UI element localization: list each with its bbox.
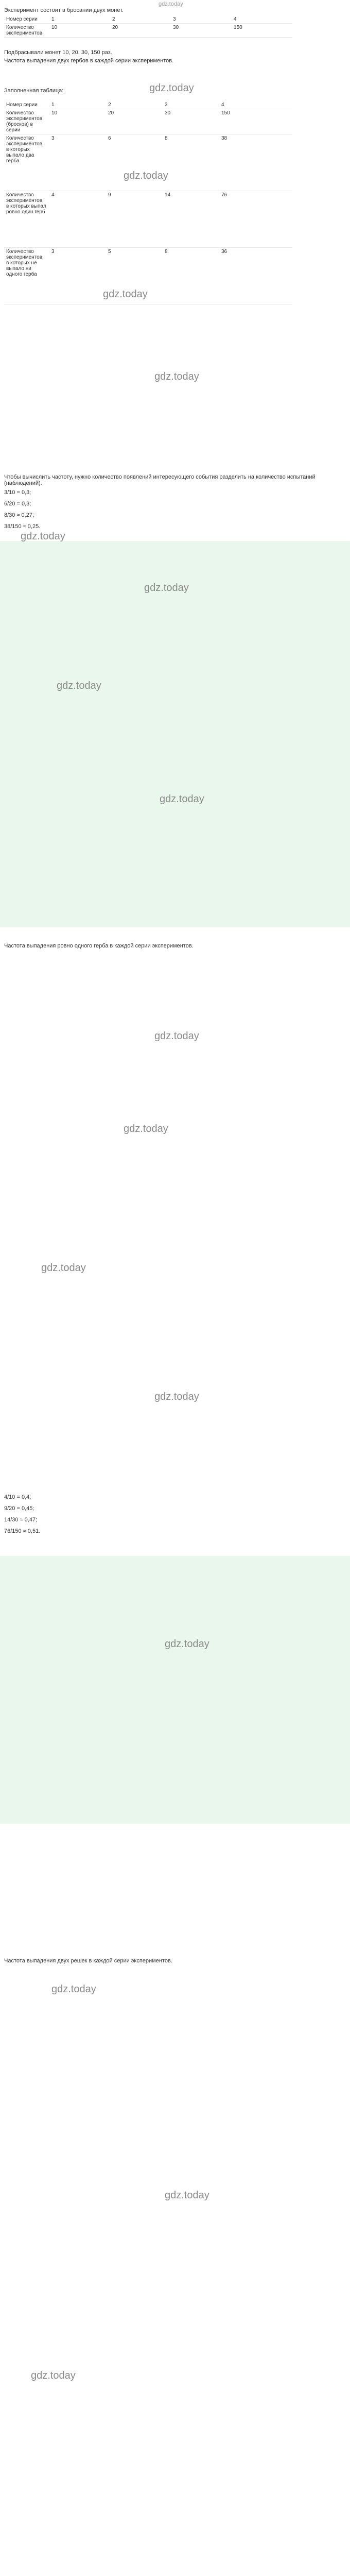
watermark-top: gdz.today — [159, 1, 183, 7]
table-cell: Количество экспериментов — [4, 24, 49, 38]
freq-1-a: 3/10 = 0,3; — [4, 489, 31, 496]
table-cell: 10 — [49, 24, 110, 38]
table-initial — [4, 15, 292, 38]
freq-2-d: 76/150 ≈ 0,51. — [4, 1528, 41, 1534]
table-cell: Количество экспериментов, в которых не выпало ни одного герба — [4, 248, 49, 304]
watermark: gdz.today — [31, 2370, 76, 2381]
freq-1-b: 6/20 = 0,3; — [4, 501, 31, 507]
table-cell: 6 — [106, 134, 163, 191]
table-cell: Номер серии — [4, 15, 49, 24]
watermark: gdz.today — [21, 531, 65, 542]
watermark: gdz.today — [160, 793, 204, 805]
watermark: gdz.today — [124, 170, 168, 181]
table-cell: 4 — [232, 15, 292, 24]
table-cell: 3 — [163, 101, 219, 109]
highlight-block — [0, 541, 350, 927]
watermark: gdz.today — [103, 289, 148, 300]
table-row — [4, 15, 292, 24]
table-cell: 2 — [106, 101, 163, 109]
table-cell: 3 — [49, 134, 106, 191]
freq-2-a: 4/10 = 0,4; — [4, 1494, 31, 1500]
watermark: gdz.today — [144, 582, 189, 594]
table-cell: 8 — [163, 248, 219, 304]
table-cell: 150 — [232, 24, 292, 38]
table-cell: 4 — [219, 101, 292, 109]
freq-2-b: 9/20 = 0,45; — [4, 1505, 34, 1512]
table-cell: 14 — [163, 191, 219, 248]
table-cell: 10 — [49, 109, 106, 134]
table-cell: 3 — [171, 15, 232, 24]
watermark: gdz.today — [149, 82, 194, 94]
table-row — [4, 134, 292, 191]
freq-text: Чтобы вычислить частоту, нужно количество появлений интересующего события разделить на количество испытаний (наблюдений). — [4, 474, 316, 486]
watermark: gdz.today — [124, 1123, 168, 1134]
table-cell: 8 — [163, 134, 219, 191]
table-row — [4, 101, 292, 109]
table-cell: 30 — [163, 109, 219, 134]
table-cell: 9 — [106, 191, 163, 248]
table-cell: 36 — [219, 248, 292, 304]
table-cell: Номер серии — [4, 101, 49, 109]
table-filled-1 — [4, 101, 292, 304]
watermark: gdz.today — [165, 2190, 209, 2201]
table-row — [4, 24, 292, 38]
fill-table-label: Заполненная таблица: — [4, 88, 64, 94]
table-row — [4, 191, 292, 248]
table-cell: 30 — [171, 24, 232, 38]
table-cell: 1 — [49, 15, 110, 24]
table-cell: 20 — [110, 24, 171, 38]
watermark: gdz.today — [41, 1262, 86, 1274]
table-cell: 5 — [106, 248, 163, 304]
total-text: Подбрасывали монет 10, 20, 30, 150 раз. — [4, 49, 112, 56]
table-cell: Количество экспериментов, в которых выпало два герба — [4, 134, 49, 191]
watermark: gdz.today — [154, 1030, 199, 1042]
table-cell: 1 — [49, 101, 106, 109]
table-cell: 150 — [219, 109, 292, 134]
table-cell: 76 — [219, 191, 292, 248]
highlight-block-2 — [0, 1556, 350, 1824]
intro-text: Эксперимент состоит в бросании двух монет. — [4, 7, 124, 13]
task-text: Частота выпадения двух гербов в каждой серии экспериментов. — [4, 58, 174, 64]
s3-title: Частота выпадения двух решек в каждой серии экспериментов. — [4, 1958, 172, 1964]
watermark: gdz.today — [154, 1391, 199, 1402]
freq-2-c: 14/30 ≈ 0,47; — [4, 1517, 38, 1523]
table-cell: 38 — [219, 134, 292, 191]
table-cell: 20 — [106, 109, 163, 134]
watermark: gdz.today — [51, 1984, 96, 1995]
watermark: gdz.today — [57, 680, 101, 691]
table-cell: 2 — [110, 15, 171, 24]
watermark: gdz.today — [154, 371, 199, 382]
watermark: gdz.today — [165, 1638, 209, 1650]
freq-1-c: 8/30 ≈ 0,27; — [4, 512, 34, 518]
table-cell: 4 — [49, 191, 106, 248]
table-cell: Количество экспериментов (бросков) в серии — [4, 109, 49, 134]
table-row — [4, 248, 292, 304]
freq-1-d: 38/150 ≈ 0,25. — [4, 523, 41, 530]
table-cell: 3 — [49, 248, 106, 304]
table-cell: Количество экспериментов, в которых выпал ровно один герб — [4, 191, 49, 248]
table-row — [4, 109, 292, 134]
s2-title: Частота выпадения ровно одного герба в каждой серии экспериментов. — [4, 943, 194, 949]
